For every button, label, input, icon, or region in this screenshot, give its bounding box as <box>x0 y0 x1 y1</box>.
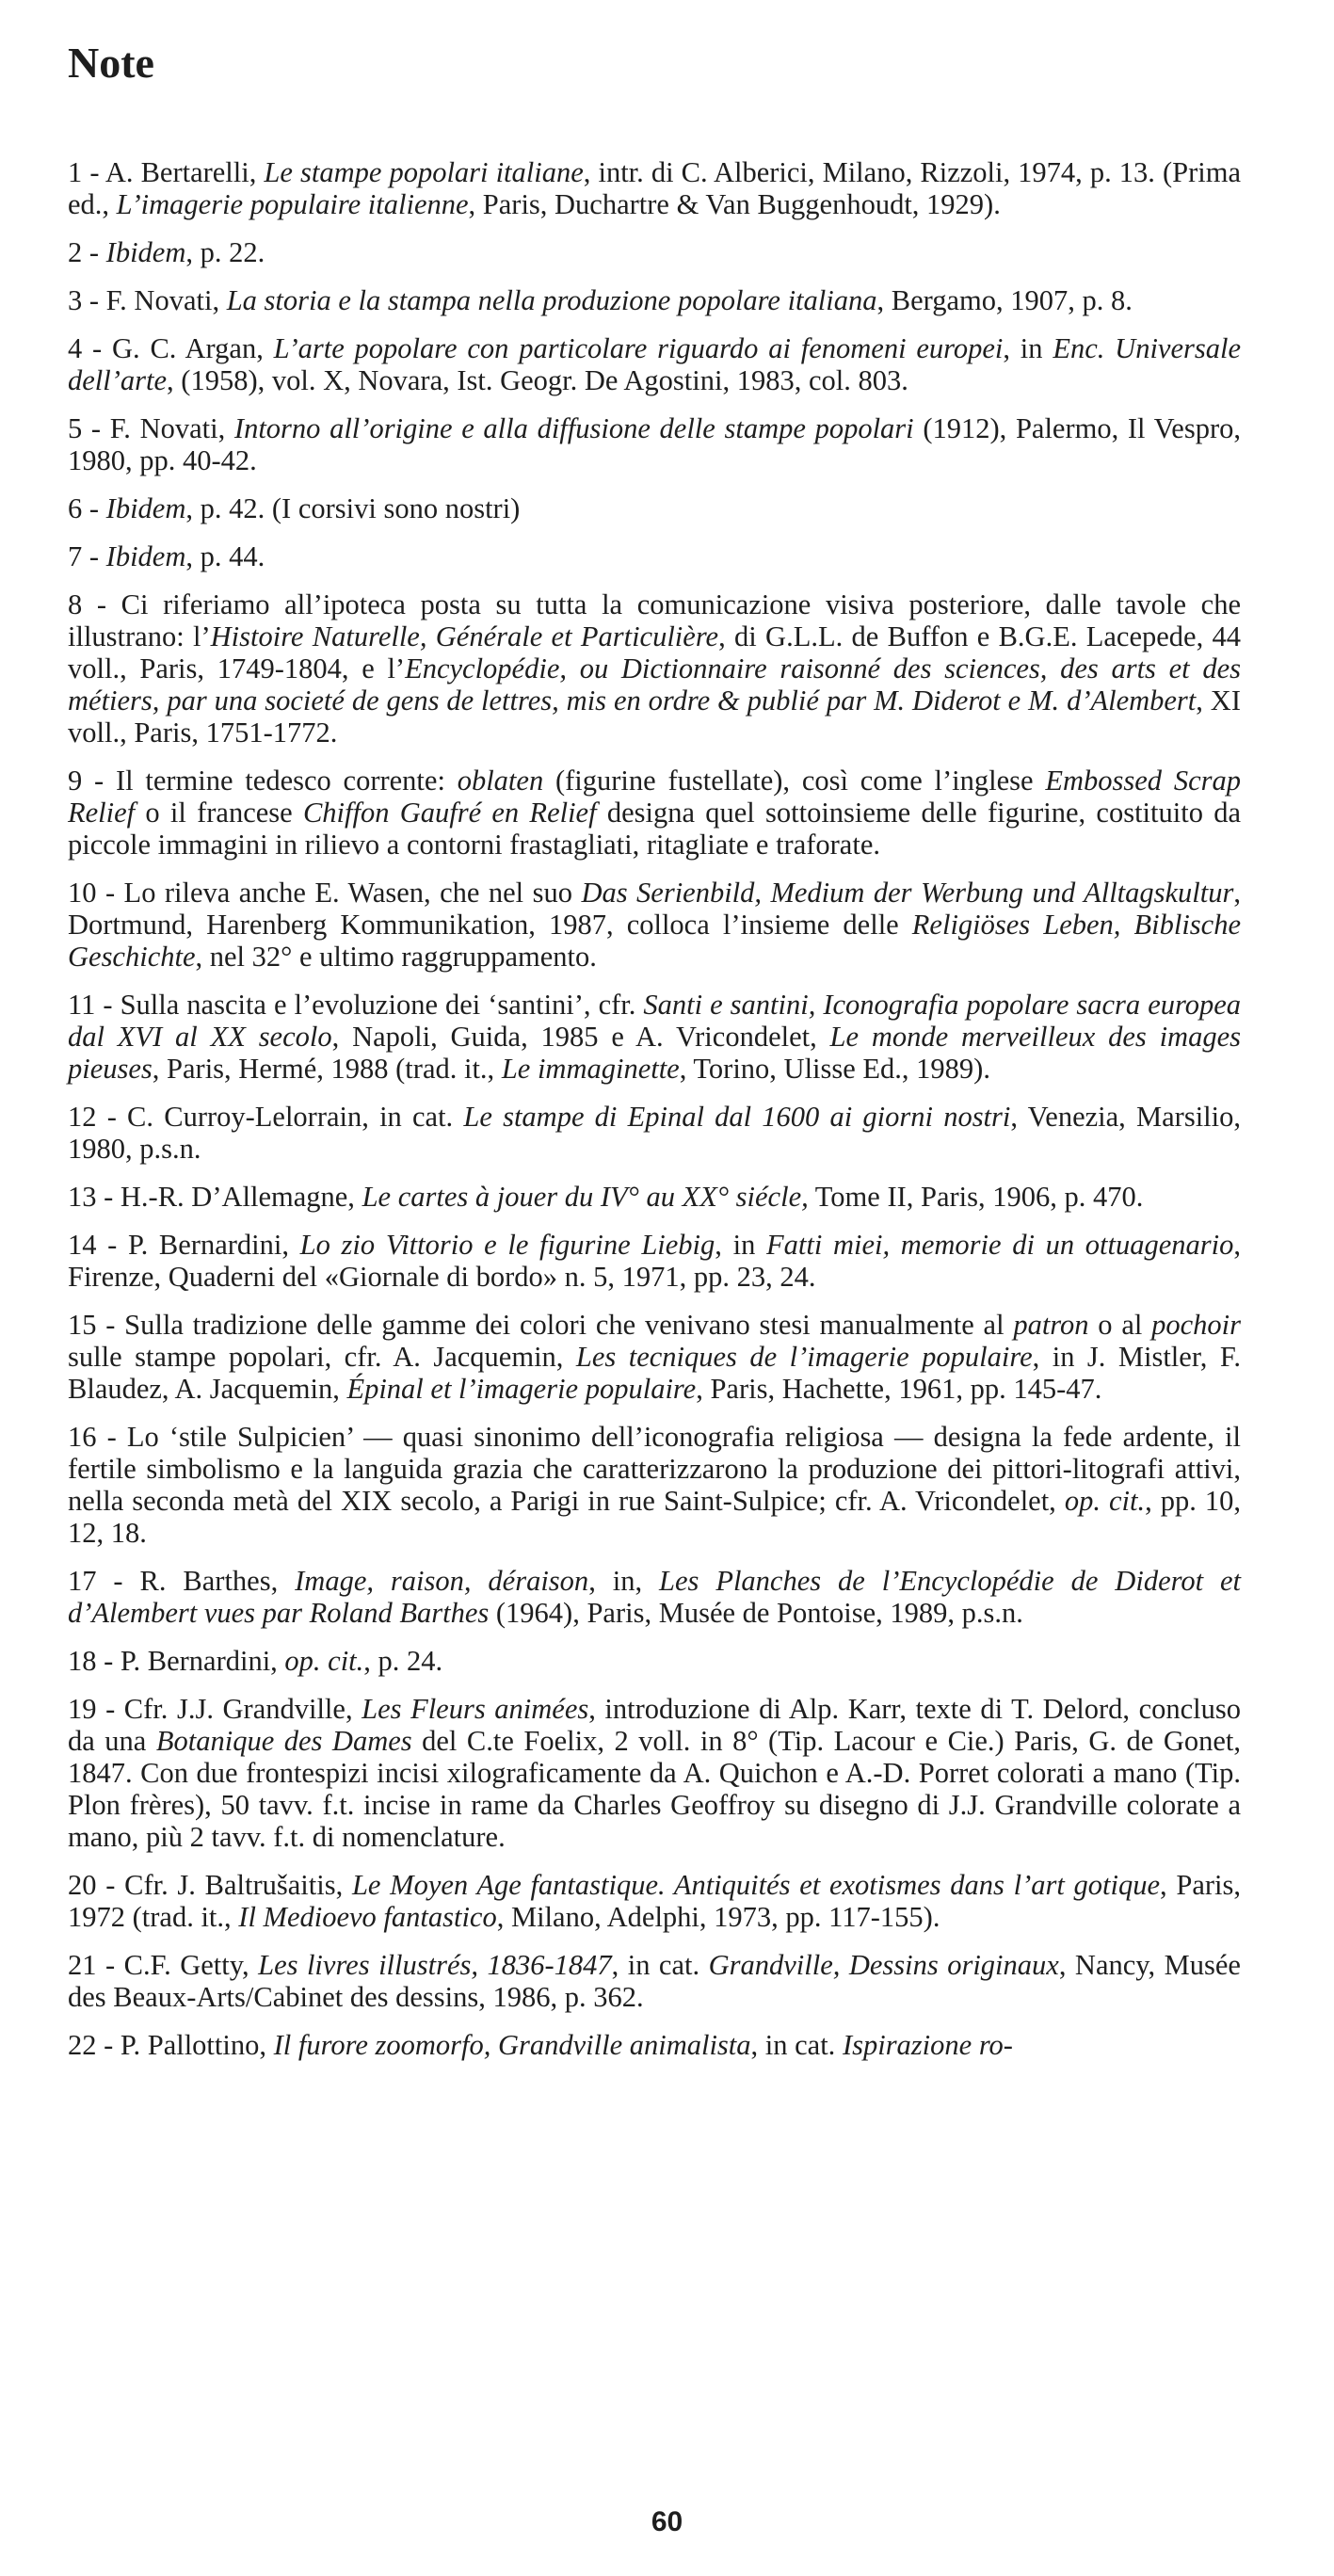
footnote-text: 17 - R. Barthes, <box>68 1565 296 1597</box>
footnote-title: Image, raison, déraison <box>295 1565 589 1597</box>
footnote-15 <box>68 1309 1241 1405</box>
footnote-text: sulle stampe popolari, cfr. A. Jacquemin, <box>68 1341 576 1373</box>
footnote-text: 12 - C. Curroy-Lelorrain, in cat. <box>68 1101 464 1133</box>
footnote-text: (1912), Palermo, Il Vespro, 1980, pp. 40-42. <box>68 412 1241 476</box>
footnote-6 <box>68 492 1241 524</box>
footnote-text: 1 - A. Bertarelli, <box>68 156 265 188</box>
footnote-text: , Paris, 1972 (trad. it., <box>68 1869 1242 1933</box>
footnote-text: (1964), Paris, Musée de Pontoise, 1989, p.s.n. <box>489 1597 1023 1629</box>
footnote-12 <box>68 1101 1241 1165</box>
footnote-title: oblaten <box>457 765 544 797</box>
footnote-text: , in <box>715 1229 766 1261</box>
footnote-text: , in cat. <box>750 2029 843 2061</box>
page-number: 60 <box>651 2506 683 2537</box>
footnote-text: 4 - G. C. Argan, <box>68 332 274 364</box>
footnote-19 <box>68 1693 1241 1853</box>
footnote-10 <box>68 877 1241 973</box>
footnote-20 <box>68 1869 1241 1933</box>
footnote-text: 11 - Sulla nascita e l’evoluzione dei ‘santini’, cfr. <box>68 989 644 1021</box>
footnote-2 <box>68 236 1241 268</box>
footnote-title: Grandville, Dessins originaux <box>708 1949 1059 1981</box>
footnote-title: Épinal et l’imagerie populaire <box>346 1373 697 1405</box>
footnote-text: 3 - F. Novati, <box>68 284 227 316</box>
footnote-title: op. cit. <box>284 1645 364 1677</box>
footnote-13 <box>68 1181 1241 1213</box>
footnote-title: Ispirazione ro- <box>842 2029 1013 2061</box>
footnote-title: Les Fleurs animées <box>362 1693 589 1725</box>
footnote-text: del C.te Foelix, 2 voll. in 8° (Tip. Lacour e Cie.) Paris, G. de Gonet, 1847. Con due frontespizi incisi xilograficamente da A. Quichon e A.-D. Porret colorati a mano (Tip. Plon frères), 50 tavv. f.t. incise in rame da Charles Geoffroy su disegno di J.J. Grandville colorate a mano, più 2 tavv. f.t. di nomenclature. <box>68 1725 1241 1853</box>
footnote-16 <box>68 1421 1241 1549</box>
footnote-title: Il Medioevo fantastico <box>238 1901 497 1933</box>
footnote-title: L’imagerie populaire italienne <box>116 188 469 220</box>
footnote-text: 21 - C.F. Getty, <box>68 1949 259 1981</box>
footnote-text: Tome II, Paris, 1906, p. 470. <box>808 1181 1144 1213</box>
footnote-title: op. cit. <box>1064 1485 1146 1517</box>
footnote-18 <box>68 1645 1241 1677</box>
footnote-text: , Napoli, Guida, 1985 e A. Vricondelet, <box>331 1021 830 1053</box>
footnote-text: , Paris, Hachette, 1961, pp. 145-47. <box>696 1373 1102 1405</box>
footnote-text: , p. 44. <box>185 540 265 572</box>
footnote-title: Le cartes à jouer du IV° au XX° siécle, <box>362 1181 809 1213</box>
footnote-title: L’arte popolare con particolare riguardo ai fenomeni europei <box>273 332 1004 364</box>
footnote-title: Les tecniques de l’imagerie populaire <box>575 1341 1033 1373</box>
footnote-17 <box>68 1565 1241 1629</box>
footnote-7 <box>68 540 1241 572</box>
footnote-title: Das Serienbild, Medium der Werbung und Alltagskultur <box>581 877 1234 909</box>
footnote-title: Chiffon Gaufré en Relief <box>302 797 597 829</box>
footnote-21 <box>68 1949 1241 2013</box>
footnote-text: , XI voll., Paris, 1751-1772. <box>68 684 1241 749</box>
footnote-text: 14 - P. Bernardini, <box>68 1229 300 1261</box>
footnote-1 <box>68 156 1241 220</box>
footnote-title: Les livres illustrés, 1836-1847 <box>258 1949 612 1981</box>
footnote-text: 10 - Lo rileva anche E. Wasen, che nel suo <box>68 877 582 909</box>
footnote-text: 2 - <box>68 236 106 268</box>
footnote-text: , di G.L.L. de Buffon e B.G.E. Lacepede, 44 voll., Paris, 1749-1804, e l’ <box>68 620 1241 684</box>
footnote-title: Ibidem <box>105 540 186 572</box>
footnote-title: Les Planches de l’Encyclopédie de Diderot et d’Alembert vues par Roland Barthes <box>68 1565 1242 1629</box>
footnote-text: , in <box>1003 332 1053 364</box>
footnote-title: Botanique des Dames <box>155 1725 412 1757</box>
footnote-title: Le stampe popolari italiane <box>264 156 584 188</box>
footnote-text: 5 - F. Novati, <box>68 412 234 444</box>
footnote-title: Le Moyen Age fantastique. Antiquités et exotismes dans l’art gotique <box>351 1869 1161 1901</box>
footnote-title: Encyclopédie, ou Dictionnaire raisonné des sciences, des arts et des métiers, par una societé de gens de lettres, mis en ordre & publié par M. Diderot e M. d’Alembert <box>68 652 1241 716</box>
footnote-title: pochoir <box>1151 1309 1241 1341</box>
footnote-text: 18 - P. Bernardini, <box>68 1645 285 1677</box>
footnote-text: 6 - <box>68 492 106 524</box>
footnote-text: 15 - Sulla tradizione delle gamme dei colori che venivano stesi manualmente al <box>68 1309 1014 1341</box>
footnote-title: Le stampe di Epinal dal 1600 ai giorni nostri <box>463 1101 1011 1133</box>
footnote-text: , p. 42. (I corsivi sono nostri) <box>185 492 521 524</box>
footnote-text: (figurine fustellate), così come l’inglese <box>543 765 1046 797</box>
page-title: Note <box>68 39 154 87</box>
footnote-14 <box>68 1229 1241 1293</box>
footnote-text: 7 - <box>68 540 106 572</box>
footnote-8 <box>68 588 1241 749</box>
footnote-text: 20 - Cfr. J. Baltrušaitis, <box>68 1869 352 1901</box>
footnote-text: o il francese <box>135 797 303 829</box>
footnote-title: Il furore zoomorfo, Grandville animalista <box>273 2029 751 2061</box>
footnote-22 <box>68 2029 1241 2061</box>
footnote-text: , intr. di C. Alberici, Milano, Rizzoli, 1974, p. 13. (Prima ed., <box>68 156 1241 220</box>
footnote-text: 8 - Ci riferiamo all’ipoteca posta su tutta la comunicazione visiva posteriore, dalle tavole che illustrano: l’ <box>68 588 1241 652</box>
footnote-4 <box>68 332 1241 396</box>
footnote-title: patron <box>1013 1309 1089 1341</box>
footnote-text: , nel 32° e ultimo raggruppamento. <box>195 941 597 973</box>
footnote-text: , Nancy, Musée des Beaux-Arts/Cabinet des dessins, 1986, p. 362. <box>68 1949 1241 2013</box>
footnote-text: , Venezia, Marsilio, 1980, p.s.n. <box>68 1101 1241 1165</box>
footnote-text: 22 - P. Pallottino, <box>68 2029 274 2061</box>
footnote-text: , Bergamo, 1907, p. 8. <box>876 284 1133 316</box>
footnote-text: , in cat. <box>611 1949 709 1981</box>
footnote-text: , p. 24. <box>363 1645 443 1677</box>
footnote-text: , Torino, Ulisse Ed., 1989). <box>679 1053 990 1085</box>
footnote-title: Fatti miei, memorie di un ottuagenario <box>766 1229 1234 1261</box>
footnote-text: , in J. Mistler, F. Blaudez, A. Jacquemin, <box>68 1341 1241 1405</box>
footnote-title: Santi e santini, Iconografia popolare sacra europea dal XVI al XX secolo <box>68 989 1242 1053</box>
footnote-text: 16 - Lo ‘stile Sulpicien’ — quasi sinonimo dell’iconografia religiosa — designa la fede ardente, il fertile simbolismo e la languida grazia che caratterizzarono la produzione dei pittori-litografi attivi, nella seconda metà del XIX secolo, a Parigi in rue Saint-Sulpice; cfr. A. Vricondelet, <box>68 1421 1241 1517</box>
footnote-text: , Firenze, Quaderni del «Giornale di bordo» n. 5, 1971, pp. 23, 24. <box>68 1229 1242 1293</box>
footnote-text: , (1958), vol. X, Novara, Ist. Geogr. De Agostini, 1983, col. 803. <box>167 364 908 396</box>
footnote-3 <box>68 284 1241 316</box>
footnote-text: , Paris, Duchartre & Van Buggenhoudt, 1929). <box>468 188 1001 220</box>
footnote-text: , introduzione di Alp. Karr, texte di T. Delord, concluso da una <box>68 1693 1241 1757</box>
footnote-text: o al <box>1088 1309 1152 1341</box>
footnote-title: La storia e la stampa nella produzione popolare italiana <box>226 284 877 316</box>
footnote-title: Enc. Universale dell’arte <box>68 332 1241 396</box>
footnote-title: Le immaginette <box>501 1053 680 1085</box>
footnote-title: Ibidem <box>105 236 186 268</box>
footnote-text: , Dortmund, Harenberg Kommunikation, 1987, colloca l’insieme delle <box>68 877 1242 941</box>
footnote-text: 9 - Il termine tedesco corrente: <box>68 765 458 797</box>
footnote-title: Embossed Scrap Relief <box>68 765 1241 829</box>
footnote-title: Le monde merveilleux des images pieuses <box>68 1021 1241 1085</box>
footnote-text: designa quel sottoinsieme delle figurine, costituito da piccole immagini in rilievo a contorni frastagliati, ritagliate e traforate. <box>68 797 1241 861</box>
footnote-text: 19 - Cfr. J.J. Grandville, <box>68 1693 362 1725</box>
footnote-text: , in, <box>588 1565 660 1597</box>
footnote-9 <box>68 765 1241 861</box>
footnote-text: , Milano, Adelphi, 1973, pp. 117-155). <box>496 1901 940 1933</box>
footnote-text: , pp. 10, 12, 18. <box>68 1485 1241 1549</box>
footnote-11 <box>68 989 1241 1085</box>
footnote-title: Intorno all’origine e alla diffusione delle stampe popolari <box>233 412 914 444</box>
footnote-5 <box>68 412 1241 476</box>
footnote-text: , Paris, Hermé, 1988 (trad. it., <box>152 1053 502 1085</box>
footnote-title: Lo zio Vittorio e le figurine Liebig <box>299 1229 715 1261</box>
footnote-title: Ibidem <box>105 492 186 524</box>
footnote-text: , p. 22. <box>185 236 265 268</box>
footnote-text: 13 - H.-R. D’Allemagne, <box>68 1181 362 1213</box>
footnote-title: Religiöses Leben, Biblische Geschichte <box>68 909 1241 973</box>
footnote-title: Histoire Naturelle, Générale et Particulière <box>210 620 719 652</box>
notes-list <box>68 156 1241 2077</box>
